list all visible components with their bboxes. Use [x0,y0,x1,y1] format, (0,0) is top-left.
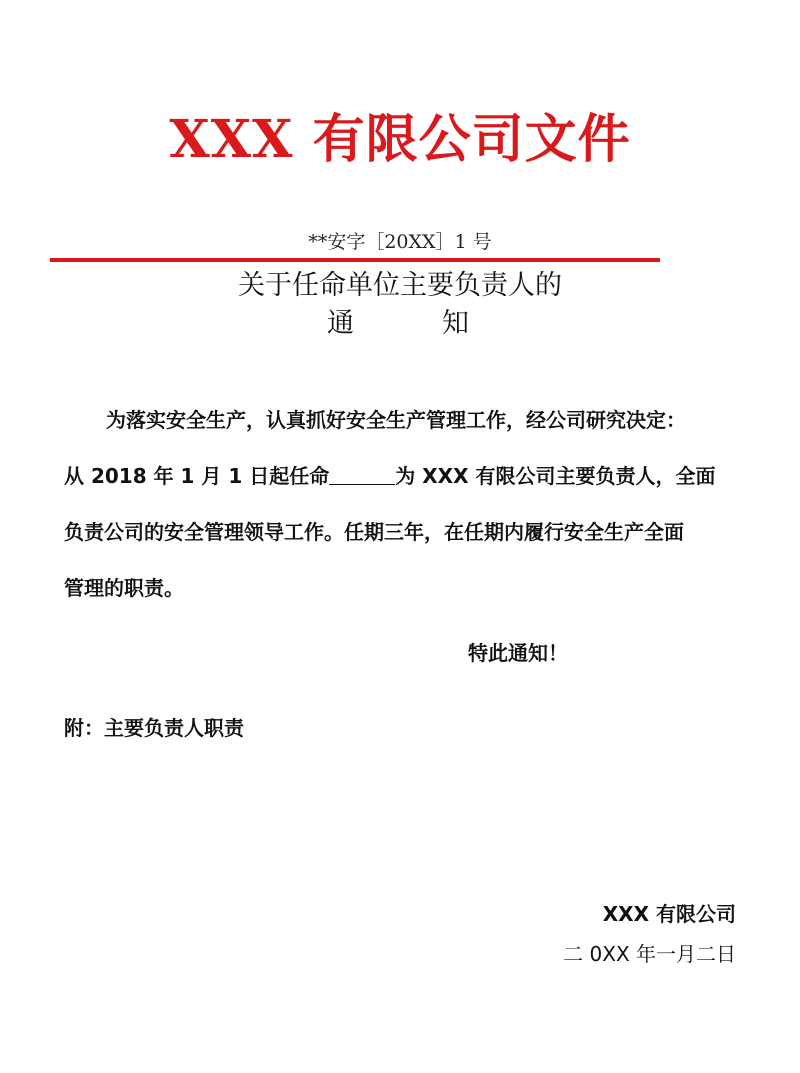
document-number: **安字［20XX］1 号 [308,231,492,253]
body-line-4: 管理的职责。 [64,576,184,600]
document-header-title: XXX 有限公司文件 [169,109,631,170]
attachment-note: 附：主要负责人职责 [64,716,244,740]
body-line-2-start: 从 2018 年 1 月 1 日起任命 [64,464,330,488]
notice-title-char-tong: 通 [327,308,354,339]
closing-remark: 特此通知！ [468,641,568,665]
red-divider-line [50,258,660,262]
signature-date: 二 0XX 年一月二日 [563,942,736,966]
body-line-3: 负责公司的安全管理领导工作。任期三年，在任期内履行安全生产全面 [64,520,684,544]
notice-title-char-zhi: 知 [442,308,469,339]
signature-company: XXX 有限公司 [602,902,736,926]
body-line-2 [64,448,744,504]
notice-title-line1: 关于任命单位主要负责人的 [238,270,562,301]
appointee-blank [329,464,395,485]
notice-body [64,392,744,616]
body-line-2-end: 为 XXX 有限公司主要负责人，全面 [395,464,716,488]
body-line-1: 为落实安全生产，认真抓好安全生产管理工作，经公司研究决定： [106,408,686,432]
